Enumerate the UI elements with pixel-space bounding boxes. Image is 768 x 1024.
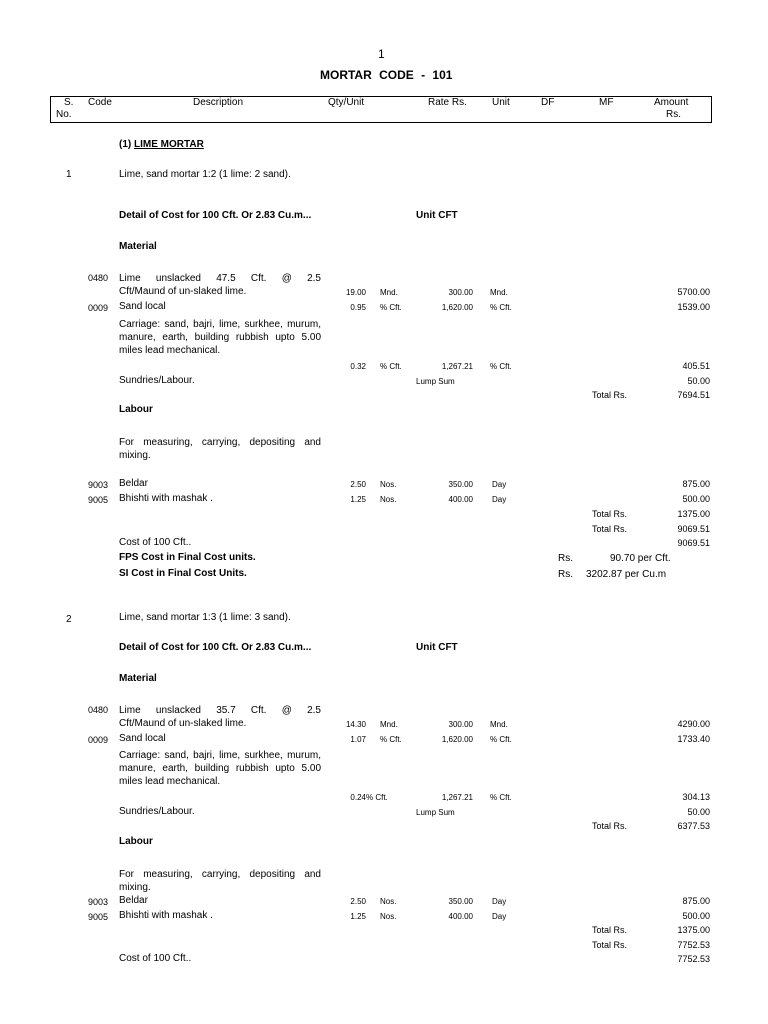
col-code: Code: [88, 97, 112, 108]
item-code: 0009: [88, 303, 109, 313]
rate-value: 300.00: [448, 288, 473, 297]
item-title: Lime, sand mortar 1:3 (1 lime: 3 sand).: [119, 612, 291, 623]
total-label: Total Rs.: [592, 390, 628, 400]
beldar-description: Beldar: [119, 478, 148, 489]
rate-value: 1,620.00: [441, 303, 473, 312]
amount-value: 50.00: [687, 807, 710, 817]
lime-description-line1: [119, 706, 321, 716]
rate-unit: Day: [492, 480, 507, 489]
total-label: Total Rs.: [592, 940, 628, 950]
sundries-description: Sundries/Labour.: [119, 806, 195, 817]
carriage-description: Carriage: sand, bajri, lime, surkhee, murum, manure, earth, building rubbish upto 5.00 miles lead mechanical.: [119, 319, 321, 356]
rate-unit: % Cft.: [490, 793, 512, 802]
total-value: 1375.00: [677, 509, 710, 519]
amount-value: 50.00: [687, 376, 710, 386]
word: Lime: [119, 705, 141, 716]
lump-sum: Lump Sum: [416, 377, 455, 386]
labour-description: For measuring, carrying, depositing and mixing.: [119, 869, 321, 893]
word: Lime: [119, 273, 141, 284]
lime-description-line2: Cft/Maund of un-slaked lime.: [119, 718, 247, 729]
word: @: [281, 273, 292, 284]
amount-value: 500.00: [682, 494, 710, 504]
si-cost-value: 3202.87 per Cu.m: [586, 569, 667, 580]
carriage-description: Carriage: sand, bajri, lime, surkhee, murum, manure, earth, building rubbish upto 5.00 miles lead mechanical.: [119, 750, 321, 787]
cost-of-100-value: 7752.53: [677, 954, 710, 964]
rate-value: 400.00: [448, 912, 473, 921]
cost-of-100-value: 9069.51: [677, 538, 710, 548]
col-sno: S.: [64, 97, 74, 108]
section-title: LIME MORTAR: [134, 139, 204, 150]
cost-of-100-label: Cost of 100 Cft..: [119, 537, 192, 548]
qty-value: 0.32: [350, 362, 366, 371]
col-no: No.: [56, 109, 72, 120]
qty-unit: Nos.: [380, 912, 397, 921]
labour-description: For measuring, carrying, depositing and mixing.: [119, 437, 321, 461]
col-qty-unit: Qty/Unit: [328, 97, 365, 108]
amount-value: 500.00: [682, 911, 710, 921]
lime-description-line2: Cft/Maund of un-slaked lime.: [119, 286, 247, 297]
qty-unit: Mnd.: [380, 288, 398, 297]
qty-value: 0.95: [350, 303, 366, 312]
qty-value: 0.24: [350, 793, 366, 802]
word: 47.5: [216, 273, 236, 284]
total-label: Total Rs.: [592, 524, 628, 534]
rate-unit: Mnd.: [490, 288, 508, 297]
rate-value: 1,267.21: [441, 793, 473, 802]
word: 35.7: [216, 705, 236, 716]
word: @: [281, 705, 292, 716]
word: Cft.: [250, 273, 267, 284]
rate-value: 300.00: [448, 720, 473, 729]
sundries-description: Sundries/Labour.: [119, 375, 195, 386]
page-title: MORTAR CODE - 101: [320, 68, 453, 82]
section-heading: [119, 140, 204, 150]
col-df: DF: [541, 97, 555, 108]
rate-value: 350.00: [448, 480, 473, 489]
rate-unit: % Cft.: [490, 735, 512, 744]
qty-unit: % Cft.: [380, 362, 402, 371]
total-value: 1375.00: [677, 925, 710, 935]
col-description: Description: [193, 97, 244, 108]
rate-unit: % Cft.: [490, 303, 512, 312]
total-label: Total Rs.: [592, 821, 628, 831]
unit-label: Unit CFT: [416, 642, 458, 653]
col-mf: MF: [599, 97, 614, 108]
cost-detail-heading: Detail of Cost for 100 Cft. Or 2.83 Cu.m...: [119, 210, 312, 221]
item-code: 0480: [88, 273, 109, 283]
item-code: 9003: [88, 480, 109, 490]
word: 2.5: [307, 705, 321, 716]
si-cost-label: SI Cost in Final Cost Units.: [119, 568, 247, 579]
rate-unit: Day: [492, 495, 507, 504]
section-number: (1): [119, 139, 132, 150]
qty-value: 1.25: [350, 912, 366, 921]
qty-unit: Mnd.: [380, 720, 398, 729]
col-rate: Rate Rs.: [428, 97, 467, 108]
rate-unit: % Cft.: [490, 362, 512, 371]
rate-value: 1,267.21: [441, 362, 473, 371]
amount-value: 4290.00: [677, 719, 710, 729]
sand-description: Sand local: [119, 301, 166, 312]
material-heading: Material: [119, 241, 157, 252]
labour-heading: Labour: [119, 836, 153, 847]
qty-value: 2.50: [350, 897, 366, 906]
total-label: Total Rs.: [592, 925, 628, 935]
qty-unit: % Cft.: [380, 735, 402, 744]
amount-value: 875.00: [682, 896, 710, 906]
total-value: 7752.53: [677, 940, 710, 950]
item-title: Lime, sand mortar 1:2 (1 lime: 2 sand).: [119, 169, 291, 180]
qty-value: 14.30: [345, 720, 366, 729]
word: Cft.: [250, 705, 267, 716]
word: unslacked: [155, 705, 201, 716]
rate-unit: Day: [492, 912, 507, 921]
amount-value: 1733.40: [677, 734, 710, 744]
item-code: 9003: [88, 897, 109, 907]
bhishti-description: Bhishti with mashak .: [119, 493, 213, 504]
unit-label: Unit CFT: [416, 210, 458, 221]
col-unit: Unit: [492, 97, 510, 108]
labour-heading: Labour: [119, 404, 153, 415]
total-value: 9069.51: [677, 524, 710, 534]
col-amount: Amount: [654, 97, 689, 108]
qty-unit: Nos.: [380, 897, 397, 906]
rate-unit: Day: [492, 897, 507, 906]
lump-sum: Lump Sum: [416, 808, 455, 817]
qty-unit: Nos.: [380, 495, 397, 504]
item-code: 9005: [88, 495, 109, 505]
sand-description: Sand local: [119, 733, 166, 744]
qty-value: 1.25: [350, 495, 366, 504]
bhishti-description: Bhishti with mashak .: [119, 910, 213, 921]
amount-value: 1539.00: [677, 302, 710, 312]
item-sno: 1: [66, 169, 72, 180]
total-value: 6377.53: [677, 821, 710, 831]
material-heading: Material: [119, 673, 157, 684]
word: unslacked: [155, 273, 201, 284]
total-value: 7694.51: [677, 390, 710, 400]
qty-unit: % Cft.: [366, 793, 388, 802]
total-label: Total Rs.: [592, 509, 628, 519]
item-code: 0480: [88, 705, 109, 715]
fps-rs: Rs.: [558, 553, 573, 564]
amount-value: 875.00: [682, 479, 710, 489]
qty-value: 1.07: [350, 735, 366, 744]
col-amount-rs: Rs.: [666, 109, 681, 120]
fps-cost-label: FPS Cost in Final Cost units.: [119, 552, 256, 563]
item-code: 9005: [88, 912, 109, 922]
amount-value: 304.13: [682, 792, 710, 802]
qty-value: 2.50: [350, 480, 366, 489]
si-rs: Rs.: [558, 569, 573, 580]
rate-value: 400.00: [448, 495, 473, 504]
rate-unit: Mnd.: [490, 720, 508, 729]
rate-value: 350.00: [448, 897, 473, 906]
page-number: 1: [378, 47, 385, 61]
item-code: 0009: [88, 735, 109, 745]
qty-unit: Nos.: [380, 480, 397, 489]
item-sno: 2: [66, 614, 72, 625]
amount-value: 405.51: [682, 361, 710, 371]
rate-value: 1,620.00: [441, 735, 473, 744]
lime-description-line1: [119, 274, 321, 284]
amount-value: 5700.00: [677, 287, 710, 297]
cost-of-100-label: Cost of 100 Cft..: [119, 953, 192, 964]
word: 2.5: [307, 273, 321, 284]
qty-unit: % Cft.: [380, 303, 402, 312]
cost-detail-heading: Detail of Cost for 100 Cft. Or 2.83 Cu.m...: [119, 642, 312, 653]
qty-value: 19.00: [345, 288, 366, 297]
fps-cost-value: 90.70 per Cft.: [610, 553, 671, 564]
beldar-description: Beldar: [119, 895, 148, 906]
